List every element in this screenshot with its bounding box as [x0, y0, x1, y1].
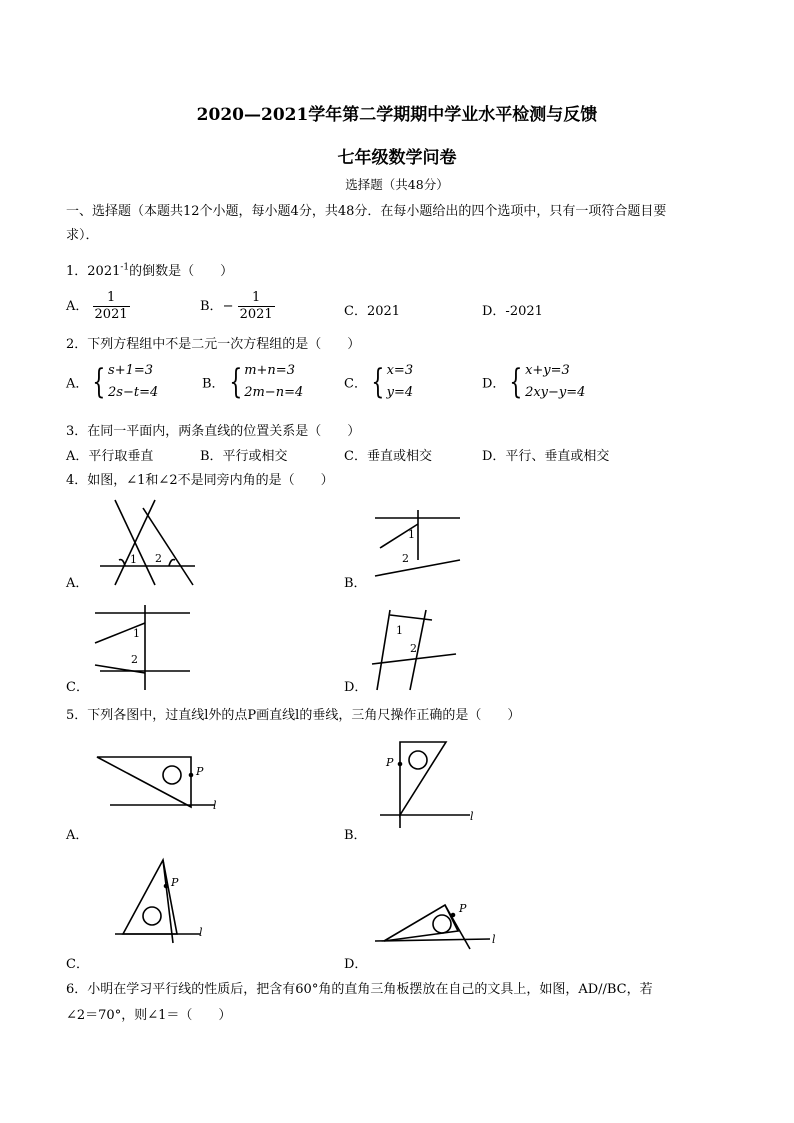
q5a-point [190, 774, 193, 777]
q2-d-system [525, 360, 585, 404]
q5b-label-l: l [470, 810, 474, 823]
q1-option-d[interactable]: D．-2021 [482, 304, 543, 319]
brace-icon: { [228, 362, 242, 402]
q4d-angle-2: 2 [410, 642, 417, 655]
q5a-label-l: l [213, 799, 217, 812]
q5c-point [165, 885, 168, 888]
q5-figure-c [115, 858, 215, 943]
q2-c-eq1: x=3 [386, 363, 414, 378]
q5b-label-p: P [386, 756, 394, 769]
q2-c-label: C． [344, 376, 367, 392]
q2-c-system [387, 360, 414, 404]
q4b-angle-1: 1 [408, 528, 415, 541]
intro-line-1: 一、选择题（本题共12个小题，每小题4分，共48分．在每小题给出的四个选项中，只有一项符合题目要 [66, 204, 667, 219]
q2-option-d[interactable] [482, 360, 585, 404]
q5d-label-p: P [459, 902, 467, 915]
q4b-angle-2: 2 [402, 552, 409, 565]
q4-option-d[interactable]: D． [344, 680, 368, 695]
q5b-point [399, 763, 402, 766]
q5-option-d[interactable]: D． [344, 957, 368, 972]
q2-b-eq2: 2m−n=4 [244, 385, 304, 400]
q5-option-c[interactable]: C． [66, 957, 89, 972]
q4-figure-d [372, 610, 462, 690]
brace-icon: { [92, 362, 106, 402]
q5a-label-p: P [196, 765, 204, 778]
q2-stem: 2．下列方程组中不是二元一次方程组的是（ ） [66, 337, 361, 352]
q4a-line [143, 508, 193, 585]
q1-a-fraction [93, 290, 130, 323]
q4-stem: 4．如图，∠1和∠2不是同旁内角的是（ ） [66, 473, 334, 488]
q1-option-b[interactable] [200, 290, 275, 323]
q1-option-a[interactable] [66, 290, 130, 323]
q4-option-c[interactable]: C． [66, 680, 89, 695]
q5d-hole [433, 915, 451, 933]
q2-a-eq2: 2s−t=4 [108, 385, 159, 400]
q4d-line [372, 654, 456, 664]
q4c-angle-1: 1 [133, 627, 140, 640]
q3-option-b[interactable]: B．平行或相交 [200, 449, 288, 464]
q2-b-system [244, 360, 303, 404]
q5c-hole [143, 907, 161, 925]
q1-option-c[interactable]: C．2021 [344, 304, 401, 319]
q2-d-eq2: 2xy−y=4 [525, 385, 586, 400]
brace-icon: { [371, 362, 385, 402]
q5-figure-a [95, 755, 225, 815]
q6-line-2: ∠2＝70°，则∠1＝（ ） [66, 1008, 232, 1023]
q2-option-c[interactable] [344, 360, 413, 404]
q5-figure-b [380, 740, 480, 830]
q2-c-eq2: y=4 [386, 385, 414, 400]
q5b-hole [409, 751, 427, 769]
q4-option-a[interactable]: A． [66, 576, 89, 591]
brace-icon: { [509, 362, 523, 402]
q5d-point [452, 914, 455, 917]
q1-a-label: A． [66, 299, 89, 314]
section-title: 选择题（共48分） [345, 177, 449, 192]
q4d-line [390, 615, 432, 620]
q1-b-den: 2021 [239, 307, 273, 322]
q4a-angle-1: 1 [130, 553, 137, 566]
q1-b-fraction [238, 290, 275, 323]
q1-a-num: 1 [93, 290, 130, 307]
q5-figure-d [370, 895, 500, 955]
exam-title: 2020—2021学年第二学期期中学业水平检测与反馈 [196, 105, 598, 125]
q6-line-1: 6．小明在学习平行线的性质后，把含有60°角的直角三角板摆放在自己的文具上，如图，AD//BC，若 [66, 982, 653, 997]
q5a-hole [163, 766, 181, 784]
q1-stem-pre: 1．2021 [66, 264, 121, 279]
q5d-triangle [384, 905, 458, 941]
q4d-angle-1: 1 [396, 624, 403, 637]
q1-b-label: B． [200, 299, 223, 314]
q2-b-label: B． [202, 376, 225, 392]
q4b-line [375, 560, 460, 576]
q4-option-b[interactable]: B． [344, 576, 367, 591]
q2-a-eq1: s+1=3 [108, 363, 154, 378]
q5c-label-l: l [199, 926, 203, 939]
q4-figure-a [95, 500, 205, 585]
q3-option-d[interactable]: D．平行、垂直或相交 [482, 449, 610, 464]
q1-b-num: 1 [238, 290, 275, 307]
q3-option-a[interactable]: A．平行取垂直 [66, 449, 154, 464]
q1-stem [66, 260, 233, 279]
q4a-angle-2: 2 [155, 552, 162, 565]
q5-option-a[interactable]: A． [66, 828, 89, 843]
q5-stem: 5．下列各图中，过直线l外的点P画直线l的垂线，三角尺操作正确的是（ ） [66, 708, 521, 723]
q1-a-den: 2021 [94, 307, 128, 322]
q4a-angle-arc [119, 560, 125, 566]
q2-a-label: A． [66, 376, 89, 392]
q2-option-a[interactable] [66, 360, 158, 404]
q5d-label-l: l [492, 933, 496, 946]
q2-option-b[interactable] [202, 360, 303, 404]
q2-b-eq1: m+n=3 [244, 363, 295, 378]
intro-line-2: 求）． [66, 228, 99, 243]
q3-option-c[interactable]: C．垂直或相交 [344, 449, 432, 464]
q1-b-sign: − [222, 299, 234, 314]
q2-a-system [108, 360, 158, 404]
q4-figure-c [95, 605, 195, 690]
q3-stem: 3．在同一平面内，两条直线的位置关系是（ ） [66, 424, 361, 439]
q2-d-label: D． [482, 376, 506, 392]
q4-figure-b [370, 510, 465, 585]
exam-subtitle: 七年级数学问卷 [337, 148, 457, 168]
q1-stem-post: 的倒数是（ ） [129, 264, 234, 279]
q4d-line [377, 610, 390, 690]
q5c-triangle [123, 860, 177, 934]
q5c-label-p: P [171, 876, 179, 889]
q4a-angle-arc [169, 560, 175, 566]
q2-d-eq1: x+y=3 [525, 363, 570, 378]
q4c-angle-2: 2 [131, 653, 138, 666]
q5-option-b[interactable]: B． [344, 828, 367, 843]
q1-stem-sup: -1 [120, 262, 130, 273]
